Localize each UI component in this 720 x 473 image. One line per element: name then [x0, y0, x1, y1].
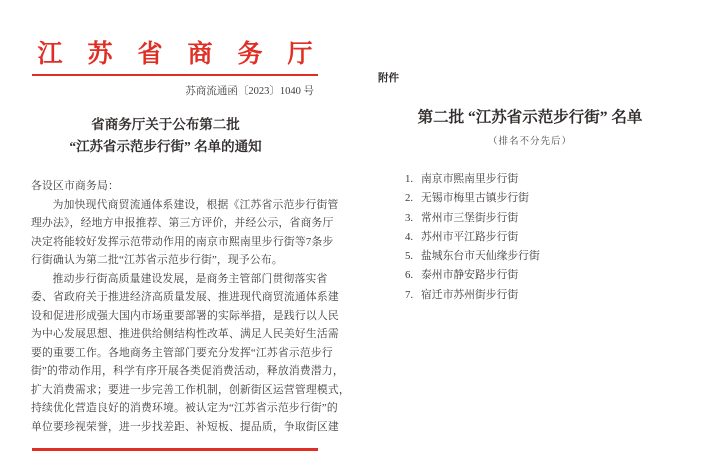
body-line: 扩大消费需求；要进一步完善工作机制，创新街区运营管理模式，: [31, 383, 350, 396]
list-item: [405, 247, 540, 266]
attachment-subtitle: （排名不分先后）: [487, 137, 572, 147]
street-name: 盐城东台市天仙缘步行街: [421, 250, 540, 263]
notice-title-line-2: “江苏省示范步行街” 名单的通知: [69, 138, 262, 154]
body-line: 设和促进形成强大国内市场重要部署的实际举措，是践行以人民: [31, 309, 339, 322]
notice-title-line-1: 省商务厅关于公布第二批: [91, 117, 240, 132]
street-name: 南京市熙南里步行街: [421, 173, 519, 185]
list-item-number: 3.: [405, 211, 414, 224]
body-line: 行街确认为第二批“江苏省示范步行街”，现予公布。: [31, 254, 283, 266]
notice-body: [31, 177, 350, 436]
page-footer-rule: [32, 448, 318, 451]
body-line: 决定将能较好发挥示范带动作用的南京市熙南里步行街等7条步: [31, 235, 334, 248]
street-list: [405, 170, 540, 305]
list-item-number: 6.: [405, 269, 414, 282]
list-item-number: 2.: [405, 192, 414, 205]
header-divider-rule: [32, 74, 318, 76]
list-item: [405, 209, 540, 228]
attachment-title: 第二批 “江苏省示范步行街” 名单: [417, 109, 643, 126]
list-item: [405, 189, 540, 208]
list-item: [405, 266, 540, 285]
body-line: 推动步行街高质量建设发展，是商务主管部门贯彻落实省: [52, 272, 328, 285]
agency-header: 江 苏 省 商 务 厅: [37, 41, 313, 68]
body-line: 委、省政府关于推进经济高质量发展、推进现代商贸流通体系建: [31, 291, 339, 303]
attachment-page: [360, 0, 720, 473]
list-item-number: 4.: [405, 230, 414, 243]
attachment-label: 附件: [378, 72, 399, 84]
body-line: 理办法》，经地方申报推荐、第三方评价，并经公示，省商务厅: [31, 217, 334, 229]
body-line: 为中心发展思想、推进供给侧结构性改革、满足人民美好生活需: [31, 328, 339, 340]
street-name: 无锡市梅里古镇步行街: [421, 192, 529, 205]
street-name: 苏州市平江路步行街: [421, 230, 519, 243]
list-item-number: 5.: [405, 250, 414, 263]
list-item: [405, 170, 540, 189]
salutation: 各设区市商务局：: [31, 180, 119, 192]
list-item: [405, 228, 540, 247]
street-name: 常州市三堡街步行街: [421, 211, 519, 224]
notice-title: [18, 114, 313, 157]
body-line: 单位要珍视荣誉，进一步找差距、补短板、提品质，争取街区建: [31, 420, 339, 433]
body-line: 为加快现代商贸流通体系建设，根据《江苏省示范步行街管: [52, 198, 339, 211]
body-line: 要的重要工作。各地商务主管部门要充分发挥“江苏省示范步行: [31, 346, 333, 359]
list-item-number: 7.: [405, 288, 414, 301]
body-line: 持续优化营造良好的消费环境。被认定为“江苏省示范步行街”的: [31, 402, 338, 414]
body-line: 街”的带动作用，科学有序开展各类促消费活动，释放消费潜力，: [31, 365, 344, 377]
list-item-number: 1.: [405, 173, 414, 185]
document-number: 苏商流通函〔2023〕1040 号: [185, 86, 314, 97]
list-item: [405, 286, 540, 305]
street-name: 泰州市静安路步行街: [421, 269, 519, 282]
street-name: 宿迁市苏州街步行街: [421, 288, 519, 301]
